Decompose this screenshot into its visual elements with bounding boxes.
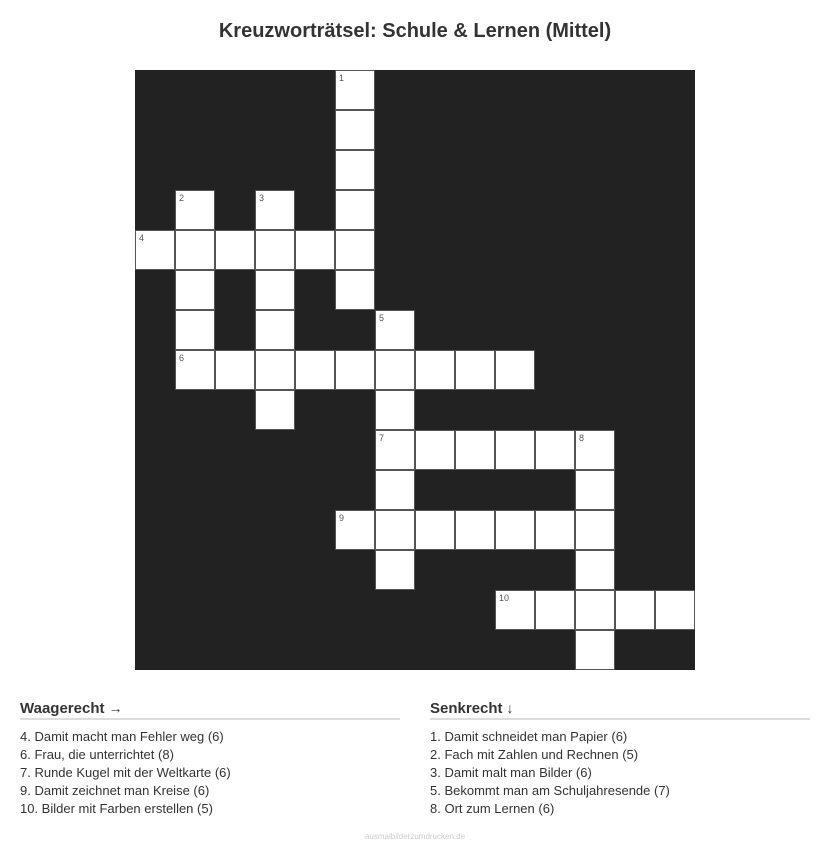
crossword-cell[interactable] — [415, 510, 455, 550]
crossword-cell[interactable] — [255, 350, 295, 390]
crossword-cell[interactable] — [335, 510, 375, 550]
clue-number: 1 — [339, 73, 345, 83]
crossword-cell[interactable] — [495, 590, 535, 630]
crossword-cell[interactable] — [335, 350, 375, 390]
crossword-cell[interactable] — [535, 430, 575, 470]
crossword-cell[interactable] — [575, 510, 615, 550]
crossword-cell[interactable] — [255, 270, 295, 310]
crossword-cell[interactable] — [615, 590, 655, 630]
crossword-cell[interactable] — [375, 430, 415, 470]
crossword-cell[interactable] — [215, 230, 255, 270]
crossword-cell[interactable] — [495, 430, 535, 470]
crossword-cell[interactable] — [575, 550, 615, 590]
down-heading-label: Senkrecht — [430, 700, 503, 717]
clue-number: 4 — [139, 233, 145, 243]
crossword-cell[interactable] — [375, 350, 415, 390]
right-arrow-icon: → — [108, 700, 123, 716]
across-clue: 10. Bilder mit Farben erstellen (5) — [20, 801, 213, 816]
clue-number: 7 — [379, 433, 385, 443]
crossword-cell[interactable] — [535, 590, 575, 630]
crossword-cell[interactable] — [535, 510, 575, 550]
crossword-cell[interactable] — [375, 310, 415, 350]
down-clue: 3. Damit malt man Bilder (6) — [430, 765, 592, 780]
crossword-cell[interactable] — [175, 230, 215, 270]
clue-number: 8 — [579, 433, 585, 443]
down-arrow-icon: ↓ — [506, 700, 514, 716]
crossword-cell[interactable] — [335, 150, 375, 190]
crossword-cell[interactable] — [375, 390, 415, 430]
crossword-cell[interactable] — [295, 230, 335, 270]
down-clue: 1. Damit schneidet man Papier (6) — [430, 729, 628, 744]
crossword-cell[interactable] — [335, 270, 375, 310]
crossword-cell[interactable] — [335, 110, 375, 150]
crossword-cell[interactable] — [175, 350, 215, 390]
across-clue: 4. Damit macht man Fehler weg (6) — [20, 729, 224, 744]
crossword-cell[interactable] — [175, 310, 215, 350]
crossword-cell[interactable] — [495, 350, 535, 390]
crossword-cell[interactable] — [375, 550, 415, 590]
crossword-cell[interactable] — [175, 190, 215, 230]
across-clues — [20, 700, 400, 818]
clue-number: 6 — [179, 353, 185, 363]
crossword-cell[interactable] — [215, 350, 255, 390]
clue-number: 5 — [379, 313, 385, 323]
crossword-cell[interactable] — [455, 430, 495, 470]
crossword-cell[interactable] — [455, 350, 495, 390]
crossword-cell[interactable] — [255, 310, 295, 350]
down-clues — [430, 700, 810, 818]
crossword-cell[interactable] — [415, 430, 455, 470]
crossword-cell[interactable] — [415, 350, 455, 390]
crossword-cell[interactable] — [255, 190, 295, 230]
crossword-cell[interactable] — [335, 190, 375, 230]
across-heading-label: Waagerecht — [20, 700, 105, 717]
crossword-cell[interactable] — [135, 230, 175, 270]
page-title: Kreuzworträtsel: Schule & Lernen (Mittel) — [218, 20, 612, 42]
crossword-cell[interactable] — [375, 510, 415, 550]
crossword-cell[interactable] — [455, 510, 495, 550]
crossword-cell[interactable] — [255, 230, 295, 270]
footer-credit: ausmalbilderzumdrucken.de — [364, 832, 466, 841]
down-clue: 5. Bekommt man am Schuljahresende (7) — [430, 783, 670, 798]
crossword-grid — [135, 70, 695, 670]
down-clue: 2. Fach mit Zahlen und Rechnen (5) — [430, 747, 639, 762]
down-clue: 8. Ort zum Lernen (6) — [430, 801, 555, 816]
clue-number: 10 — [499, 593, 510, 603]
crossword-cell[interactable] — [575, 430, 615, 470]
across-heading — [20, 700, 400, 720]
crossword-cell[interactable] — [575, 630, 615, 670]
crossword-cell[interactable] — [655, 590, 695, 630]
across-clue: 7. Runde Kugel mit der Weltkarte (6) — [20, 765, 231, 780]
crossword-cell[interactable] — [575, 470, 615, 510]
across-clue: 9. Damit zeichnet man Kreise (6) — [20, 783, 210, 798]
crossword-cell[interactable] — [495, 510, 535, 550]
clue-number: 3 — [259, 193, 265, 203]
crossword-cell[interactable] — [175, 270, 215, 310]
crossword-cell[interactable] — [295, 350, 335, 390]
clue-number: 9 — [339, 513, 345, 523]
crossword-cell[interactable] — [575, 590, 615, 630]
across-clue: 6. Frau, die unterrichtet (8) — [20, 747, 174, 762]
crossword-cell[interactable] — [375, 470, 415, 510]
crossword-cell[interactable] — [335, 70, 375, 110]
clue-number: 2 — [179, 193, 185, 203]
crossword-cell[interactable] — [335, 230, 375, 270]
down-heading — [430, 700, 810, 720]
crossword-cell[interactable] — [255, 390, 295, 430]
